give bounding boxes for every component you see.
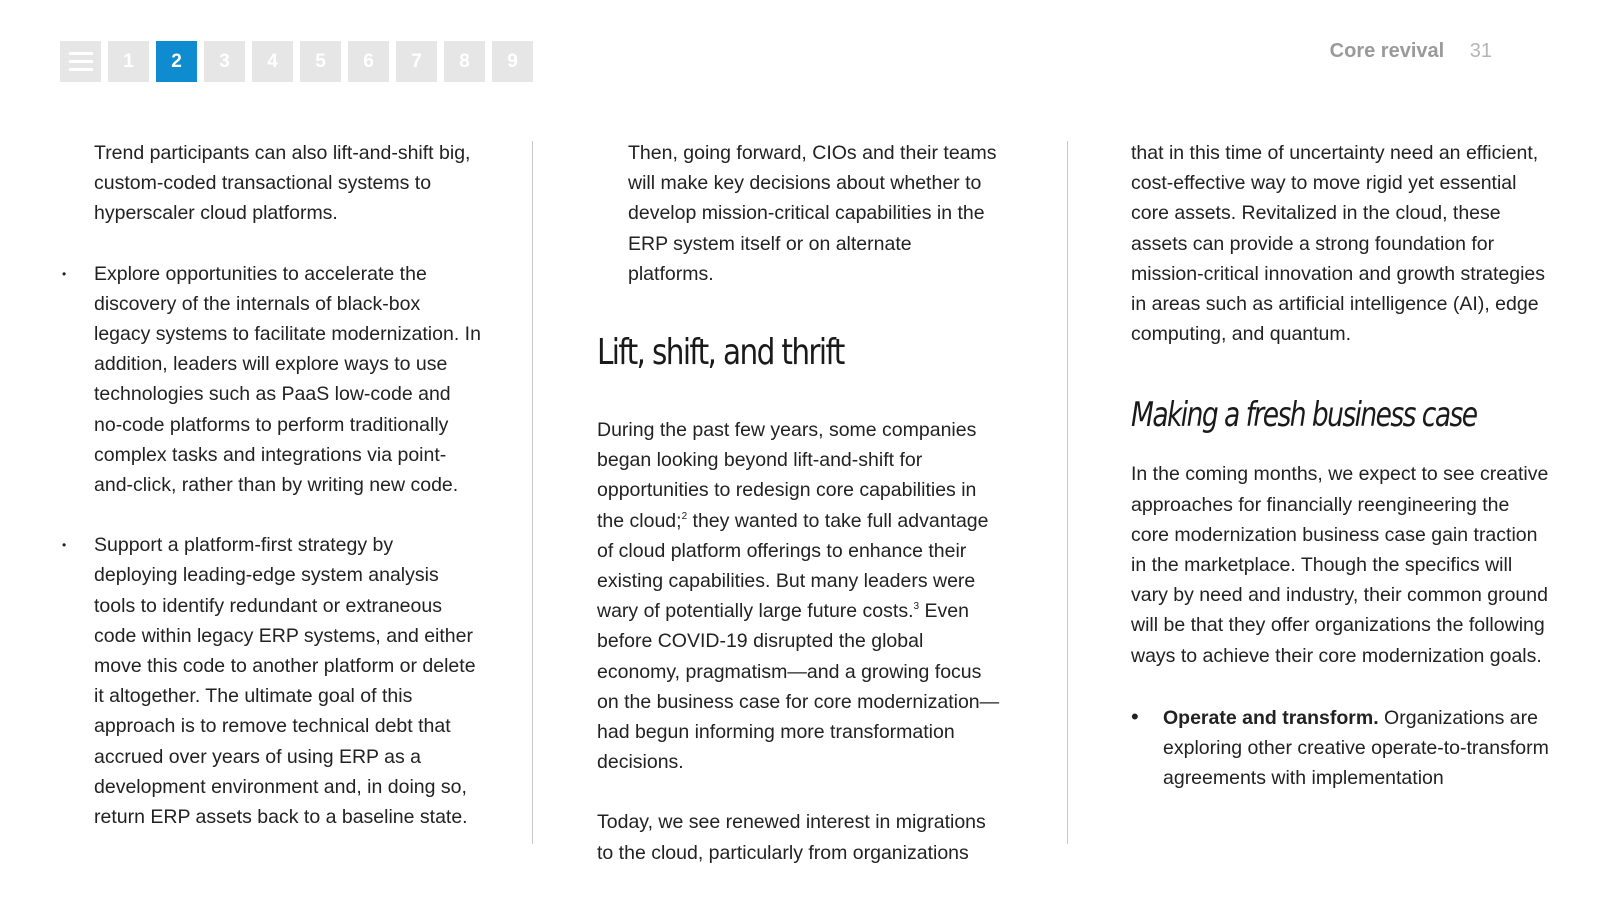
col2-paragraph-1: [597, 415, 1002, 777]
column-divider: [532, 141, 533, 844]
page-tile-5[interactable]: 5: [300, 41, 341, 82]
page-number: 31: [1469, 40, 1492, 62]
page-navigation: [60, 41, 533, 82]
col2-p1-part-c: Even before COVID-19 disrupted the global economy, pragmatism—and a growing focus on the business case for core modernization—had begun informing more transformation decisions.: [597, 600, 1000, 774]
col1-bullet-1: [62, 259, 482, 501]
footnote-ref-3[interactable]: 3: [913, 601, 920, 613]
bullet-dot: •: [62, 538, 67, 553]
col1-bullet-2-text: Support a platform-first strategy by deploying leading-edge system analysis tools to identify redundant or extraneous code within legacy ERP systems, and either move this code to another platform or delete it altogether. The ultimate goal of this approach is to remove technical debt that accrued over years of using ERP as a development environment and, in doing so, return ERP assets back to a baseline state.: [94, 534, 476, 829]
section-heading-fresh-business-case: Making a fresh business case: [1131, 395, 1477, 436]
col2-p1-part-a: During the past few years, some companies began looking beyond lift-and-shift for opportunities to redesign core capabilities in the cloud;: [597, 419, 977, 532]
page-tile-4[interactable]: 4: [252, 41, 293, 82]
column-divider: [1067, 141, 1068, 844]
col1-bullet-2: [62, 530, 482, 832]
column-3: [1131, 138, 1551, 793]
page-tile-8[interactable]: 8: [444, 41, 485, 82]
section-heading-lift-shift-thrift: Lift, shift, and thrift: [597, 332, 844, 374]
col3-bullet-1: [1131, 703, 1551, 794]
bullet-bold-lead: Operate and transform.: [1163, 706, 1379, 729]
hamburger-menu-icon[interactable]: [60, 41, 101, 82]
col2-p1-part-b: they wanted to take full advantage of cloud platform offerings to enhance their existing capabilities. But many leaders were wary of potentially large future costs.: [597, 509, 989, 623]
bullet-dot: •: [62, 266, 67, 281]
page-header: [1330, 40, 1492, 63]
page-tile-3[interactable]: 3: [204, 41, 245, 82]
section-title: Core revival: [1329, 40, 1445, 62]
footnote-ref-2[interactable]: 2: [681, 510, 688, 522]
column-2: [597, 138, 1002, 868]
page-tile-7[interactable]: 7: [396, 41, 437, 82]
bullet-body: Organizations are exploring other creative operate-to-transform agreements with implementation: [1163, 706, 1549, 790]
bullet-dot: •: [1131, 703, 1139, 729]
col3-intro: that in this time of uncertainty need an efficient, cost-effective way to move rigid yet essential core assets. Revitalized in the cloud, these assets can provide a strong foundation for mission-critical innovation and growth strategies in areas such as artificial intelligence (AI), edge computing, and quantum.: [1131, 142, 1546, 346]
page-tile-1[interactable]: 1: [108, 41, 149, 82]
page-tile-6[interactable]: 6: [348, 41, 389, 82]
col1-intro: Trend participants can also lift-and-shift big, custom-coded transactional systems to hyperscaler cloud platforms.: [94, 142, 471, 225]
col2-intro: Then, going forward, CIOs and their teams will make key decisions about whether to develop mission-critical capabilities in the ERP system itself or on alternate platforms.: [628, 142, 997, 285]
column-1: [62, 138, 482, 832]
col1-bullet-1-text: Explore opportunities to accelerate the discovery of the internals of black-box legacy systems to facilitate modernization. In addition, leaders will explore ways to use technologies such as PaaS low-code and no-code platforms to perform traditionally complex tasks and integrations via point-and-click, rather than by writing new code.: [94, 262, 481, 497]
page-tile-2-active[interactable]: 2: [156, 41, 197, 82]
col2-paragraph-2: Today, we see renewed interest in migrations to the cloud, particularly from organizations: [597, 811, 986, 864]
col3-paragraph-1: In the coming months, we expect to see creative approaches for financially reengineering the core modernization business case gain traction in the marketplace. Though the specifics will vary by need and industry, their common ground will be that they offer organizations the following ways to achieve their core modernization goals.: [1131, 463, 1549, 667]
page-tile-9[interactable]: 9: [492, 41, 533, 82]
col3-bullet-1-text: [1163, 703, 1551, 794]
